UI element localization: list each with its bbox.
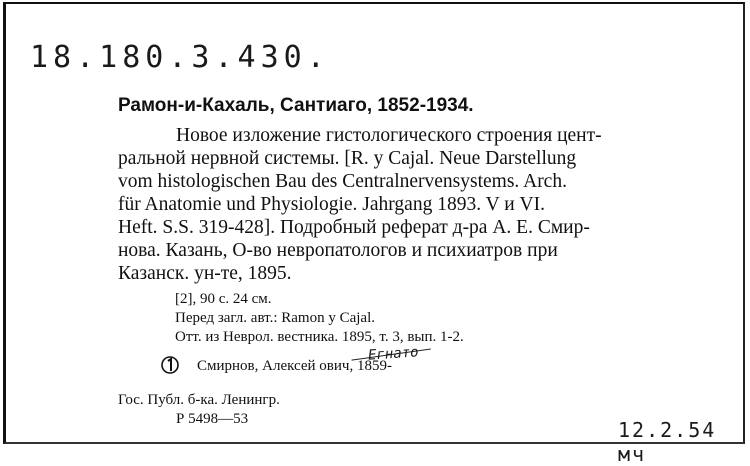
date-note: 12.2.54 мч [618,418,717,466]
body-line-7: Казанск. ун-те, 1895. [118,263,292,284]
body-line-6: нова. Казань, О-во невропатологов и психиатров при [118,240,558,261]
body-line-2: ральной нервной системы. [R. y Cajal. Neue Darstellung [118,148,577,169]
tracing-entry: Смирнов, Алексей ович, 1859- [197,358,392,374]
body-line-1: Новое изложение гистологического строения цент- [176,125,602,146]
holding-library: Гос. Публ. б-ка. Ленингр. [118,392,280,408]
body-line-5: Heft. S.S. 319-428]. Подробный реферат д-ра А. Е. Смир- [118,217,590,238]
card-heading: Рамон-и-Кахаль, Сантиаго, 1852-1934. [118,95,474,116]
shelf-mark: Р 5498—53 [176,411,249,427]
call-number: 18.180.3.430. [30,40,330,75]
body-line-4: für Anatomie und Physiologie. Jahrgang 1893. V и VI. [118,194,545,215]
body-line-3: vom histologischen Bau des Centralnervensystems. Arch. [118,171,567,192]
note-offprint: Отт. из Неврол. вестника. 1895, т. 3, вып. 1-2. [175,329,464,345]
tracing-number-icon [160,355,180,375]
collation: [2], 90 с. 24 см. [175,291,272,307]
tracing-insert: Егнато [367,344,420,364]
note-title: Перед загл. авт.: Ramon y Cajal. [175,310,375,326]
